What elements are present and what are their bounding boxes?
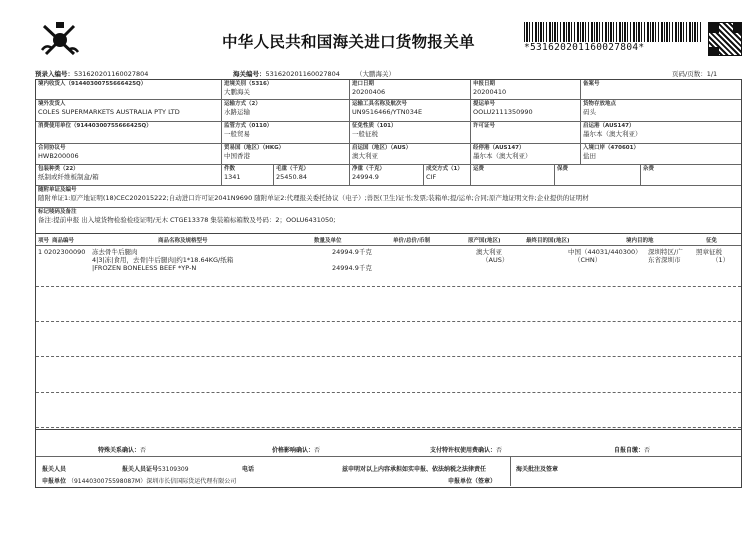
- self-declare: 自报自缴：否: [614, 447, 651, 454]
- header-code: 商品编号: [52, 238, 75, 244]
- prerecord-number: 预录入编号：531620201160027804: [35, 70, 149, 78]
- header-name: 商品名称及规格型号: [158, 238, 208, 244]
- tax-nature-cell: 征免性质（101） 一般征税: [350, 122, 471, 144]
- row-divider: [36, 356, 741, 357]
- transport-mode-cell: 运输方式（2） 水路运输: [222, 100, 350, 122]
- goods-table: 项号 商品编号 商品名称及规格型号 数量及单位 单价/总价/币制 原产国(地区) 最终目的国(地区) 境内目的地 征免 1 0202300090 冻去骨牛后腿肉 4|3|冻|食用，去骨|牛后腿肉|约1*18.64KG/纸箱 |FROZEN BONELESS BEEF *YP-N 24994.9千克 24994.9千克 澳大利亚 （AUS） 中国（44031/440300） （CHN） 深圳特区/广 东省深圳市 照章征税 （1）: [35, 234, 742, 430]
- phone-label: 电话: [242, 466, 255, 473]
- special-relation: 特殊关系确认：否: [98, 447, 147, 454]
- footer: [35, 430, 742, 488]
- legal-statement: 兹申明对以上内容承担如实申报、依法纳税之法律责任: [342, 466, 487, 473]
- via-port-cell: 经停港（AUS147） 墨尔本（澳大利亚）: [471, 144, 581, 165]
- bl-no-cell: 提运单号 OOLU2111350990: [471, 100, 581, 122]
- declarant-cert: 报关人员证号53109309: [122, 466, 189, 473]
- user-unit-cell: 消费使用单位（91440300755666425Q）: [36, 122, 222, 144]
- row-divider: [36, 392, 741, 393]
- record-no-cell: 备案号: [581, 80, 741, 100]
- gross-weight-cell: 毛重（千克） 25450.84: [274, 165, 350, 186]
- price-influence: 价格影响确认：否: [272, 447, 321, 454]
- header-item-no: 项号: [38, 238, 50, 244]
- pieces-cell: 件数 1341: [222, 165, 274, 186]
- declarant-label: 报关人员: [42, 466, 67, 473]
- entry-port-cell: 入境口岸（470601） 盐田: [581, 144, 741, 165]
- unit-seal-label: 申报单位（签章）: [448, 478, 497, 485]
- row-divider: [36, 321, 741, 322]
- license-cell: 许可证号: [471, 122, 581, 144]
- declare-date-cell: 申报日期 20200410: [471, 80, 581, 100]
- declare-unit: 申报单位 （914403007559808​7M）深圳市长信国际货运代理有限公司: [42, 478, 237, 485]
- row-divider: [36, 427, 741, 428]
- qr-code-icon: [708, 22, 742, 56]
- royalty: 支付特许权使用费确认：否: [430, 447, 503, 454]
- header-qty: 数量及单位: [314, 238, 342, 244]
- footer-vdivider: [510, 456, 511, 486]
- goods-table-header: [36, 234, 741, 246]
- documents-cell: 随附单证及编号 随附单证1:原产地证明(18)CEC202015222;自动进口许可证2041N9690 随附单证2:代理报关委托协议（电子）;兽医(卫生)证书;发票;装箱单;提/运单;合同;原产地证明文件;企业提供的证明材: [36, 186, 741, 208]
- deal-mode-cell: 成交方式（1） CIF: [424, 165, 471, 186]
- header-domestic: 境内目的地: [626, 238, 654, 244]
- header-price: 单价/总价/币制: [393, 238, 431, 244]
- supervision-cell: 监管方式（0110） 一般贸易: [222, 122, 350, 144]
- vessel-cell: 运输工具名称及航次号 UN9516466/YTN034E: [350, 100, 471, 122]
- row-divider: [36, 286, 741, 287]
- barcode-text: *531620201160027804*: [524, 42, 645, 53]
- header-dest: 最终目的国(地区): [526, 238, 570, 244]
- storage-cell: 货物存放地点 码头: [581, 100, 741, 122]
- document-title: 中华人民共和国海关进口货物报关单: [222, 33, 475, 51]
- declaration-fields: [35, 79, 742, 234]
- misc-cell: 杂费: [641, 165, 741, 186]
- trade-country-cell: 贸易国（地区）（HKG） 中国香港: [222, 144, 350, 165]
- customs-number: 海关编号：531620201160027804 （大鹏海关）: [233, 70, 396, 78]
- shipper-cell: 境外发货人 COLES SUPERMARKETS AUSTRALIA PTY LTD: [36, 100, 222, 122]
- departure-port-cell: 启运港（AUS147） 墨尔本（澳大利亚）: [581, 122, 741, 144]
- marks-cell: 标记唛码及备注 备注:提前申报 出入境货物检验检疫证明/无木 CTGE13378 集装箱标箱数及号码：2；OOLU6431050;: [38, 209, 336, 224]
- origin-country-cell: 启运国（地区）（AUS） 澳大利亚: [350, 144, 471, 165]
- package-cell: 包装种类（22） 纸制或纤维板制盒/箱: [36, 165, 222, 186]
- header-origin: 原产国(地区): [468, 238, 501, 244]
- import-date-cell: 进口日期 20200406: [350, 80, 471, 100]
- customs-emblem-icon: [38, 20, 82, 60]
- freight-cell: 运费: [471, 165, 555, 186]
- insurance-cell: 保费: [555, 165, 641, 186]
- contract-cell: 合同协议号 HWB200006: [36, 144, 222, 165]
- page-number: 页码/页数：1/1: [672, 70, 718, 78]
- entry-customs-cell: 进境关别（5316） 大鹏海关: [222, 80, 350, 100]
- barcode: [524, 22, 702, 42]
- customs-remark-label: 海关批注及签章: [516, 466, 559, 473]
- footer-divider: [36, 456, 741, 457]
- consignee-cell: 境内收货人（91440300755666425Q）: [36, 80, 222, 100]
- header-tax: 征免: [706, 238, 718, 244]
- net-weight-cell: 净重（千克） 24994.9: [350, 165, 424, 186]
